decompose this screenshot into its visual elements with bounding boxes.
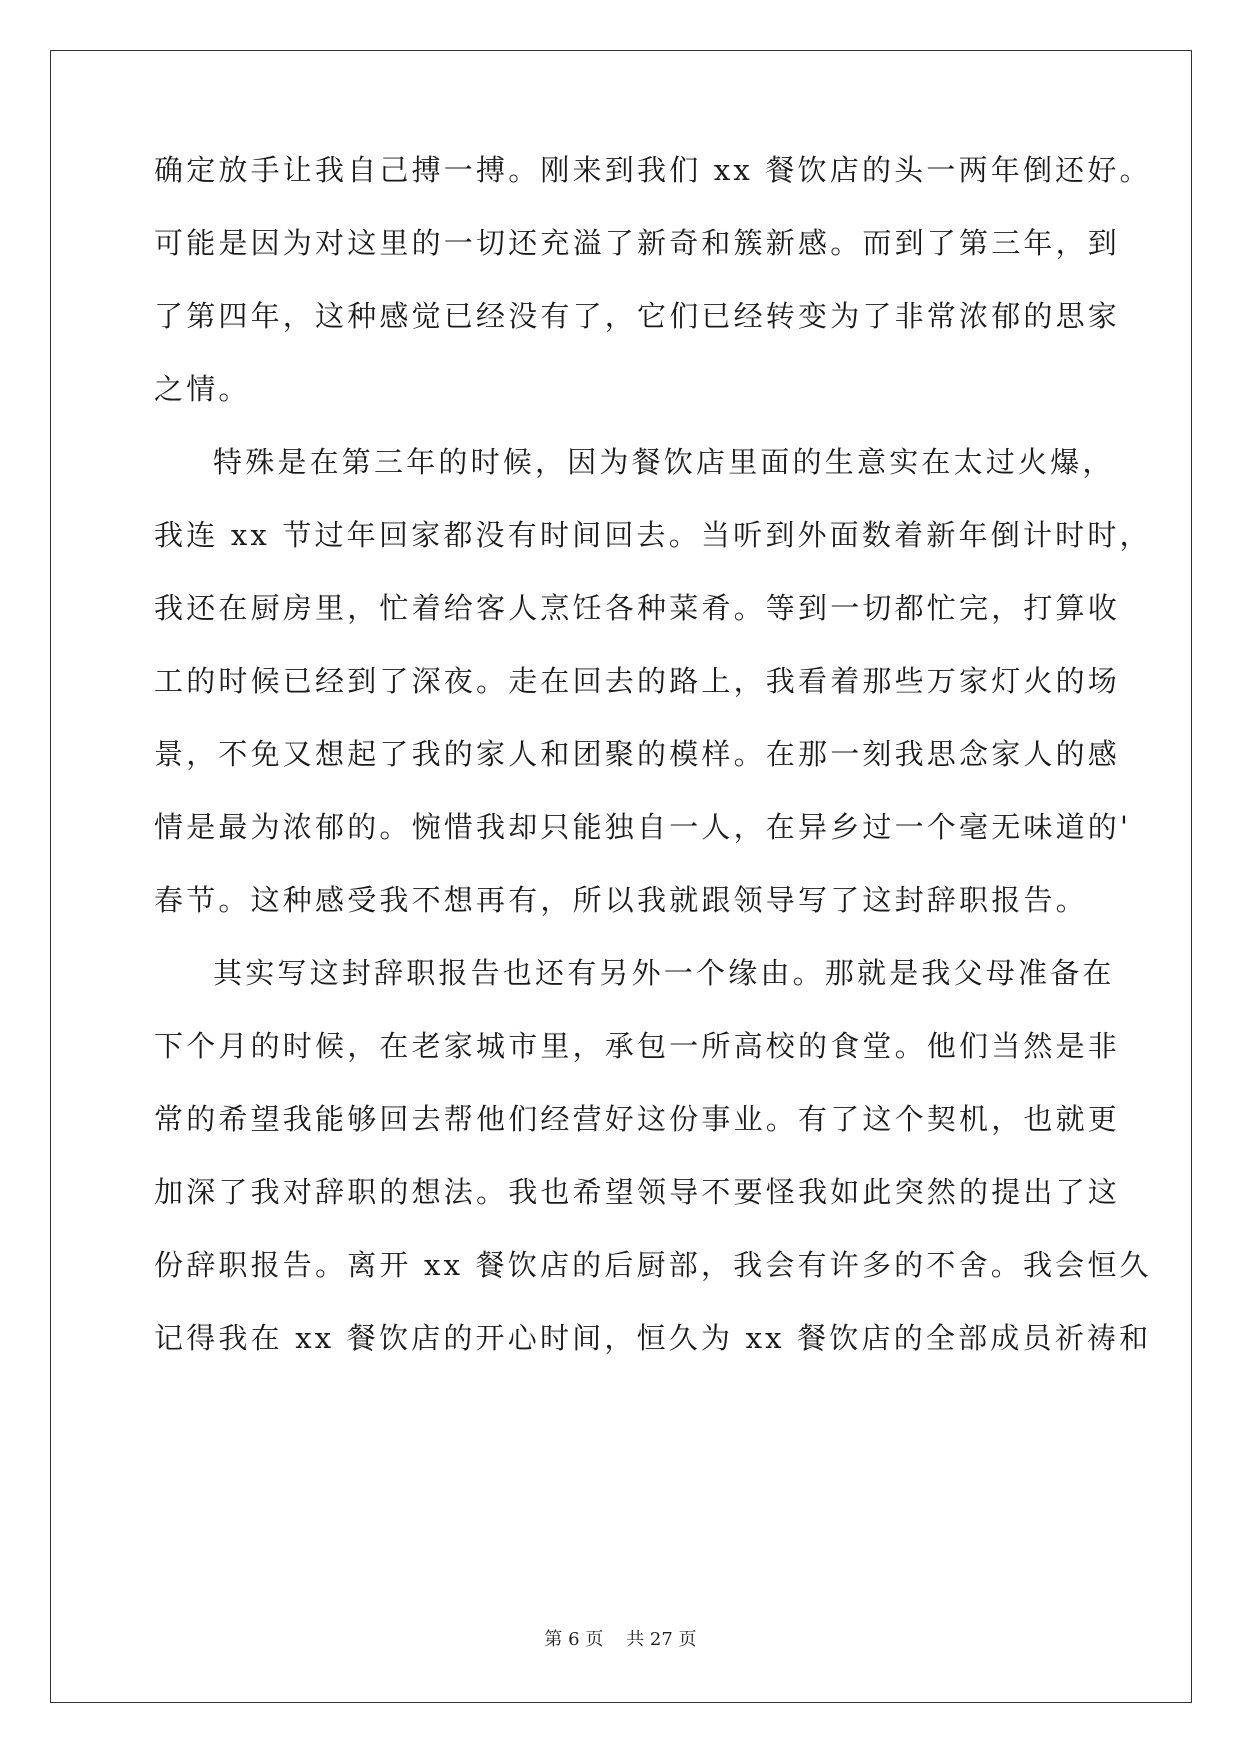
- body-text-line: 我连 xx 节过年回家都没有时间回去。当听到外面数着新年倒计时时，: [154, 518, 1152, 552]
- body-text-line: 春节。这种感受我不想再有，所以我就跟领导写了这封辞职报告。: [154, 883, 1088, 917]
- body-text-line: 常的希望我能够回去帮他们经营好这份事业。有了这个契机，也就更: [154, 1102, 1121, 1136]
- body-text-line: 景，不免又想起了我的家人和团聚的模样。在那一刻我思念家人的感: [154, 737, 1121, 771]
- body-text-line: 我还在厨房里，忙着给客人烹饪各种菜肴。等到一切都忙完，打算收: [154, 591, 1121, 625]
- body-text-line: 工的时候已经到了深夜。走在回去的路上，我看着那些万家灯火的场: [154, 664, 1121, 698]
- body-text-line: 记得我在 xx 餐饮店的开心时间，恒久为 xx 餐饮店的全部成员祈祷和: [154, 1321, 1152, 1355]
- body-text-line: 份辞职报告。离开 xx 餐饮店的后厨部，我会有许多的不舍。我会恒久: [154, 1248, 1152, 1282]
- paragraph-first-line: 特殊是在第三年的时候，因为餐饮店里面的生意实在太过火爆，: [213, 445, 1115, 479]
- body-text-line: 之情。: [154, 372, 251, 406]
- body-text-line: 情是最为浓郁的。惋惜我却只能独自一人，在异乡过一个毫无味道的': [154, 810, 1132, 844]
- body-text-line: 下个月的时候，在老家城市里，承包一所高校的食堂。他们当然是非: [154, 1029, 1121, 1063]
- body-text-line: 确定放手让我自己搏一搏。刚来到我们 xx 餐饮店的头一两年倒还好。: [154, 153, 1152, 187]
- paragraph-first-line: 其实写这封辞职报告也还有另外一个缘由。那就是我父母准备在: [213, 956, 1115, 990]
- body-text-line: 了第四年，这种感觉已经没有了，它们已经转变为了非常浓郁的思家: [154, 299, 1121, 333]
- body-text-line: 可能是因为对这里的一切还充溢了新奇和簇新感。而到了第三年，到: [154, 226, 1121, 260]
- body-text-line: 加深了我对辞职的想法。我也希望领导不要怪我如此突然的提出了这: [154, 1175, 1121, 1209]
- page-number-footer: 第 6 页 共 27 页: [544, 1629, 697, 1650]
